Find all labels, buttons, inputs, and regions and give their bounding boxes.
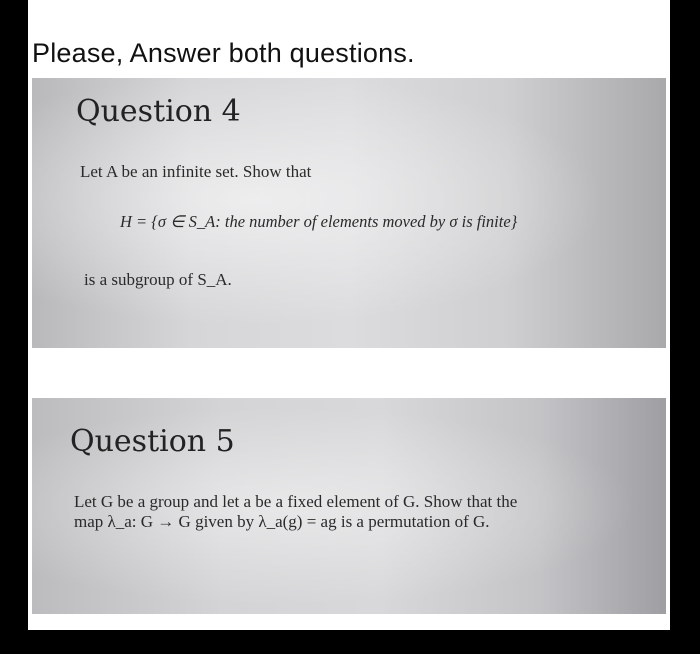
- question-5-line-1: Let G be a group and let a be a fixed element of G. Show that the: [74, 492, 518, 511]
- question-4-photo: [32, 78, 666, 348]
- question-5-photo: [32, 398, 666, 614]
- question-4-intro: Let A be an infinite set. Show that: [80, 162, 312, 181]
- question-4-set-definition: H = {σ ∈ S_A: the number of elements moved by σ is finite}: [120, 212, 518, 231]
- question-4-conclusion: is a subgroup of S_A.: [84, 270, 232, 289]
- question-4-title: Question 4: [76, 94, 241, 129]
- question-5-line-2: map λ_a: G → G given by λ_a(g) = ag is a permutation of G.: [74, 512, 490, 531]
- page-header: Please, Answer both questions.: [32, 38, 415, 68]
- question-5-title: Question 5: [70, 424, 235, 459]
